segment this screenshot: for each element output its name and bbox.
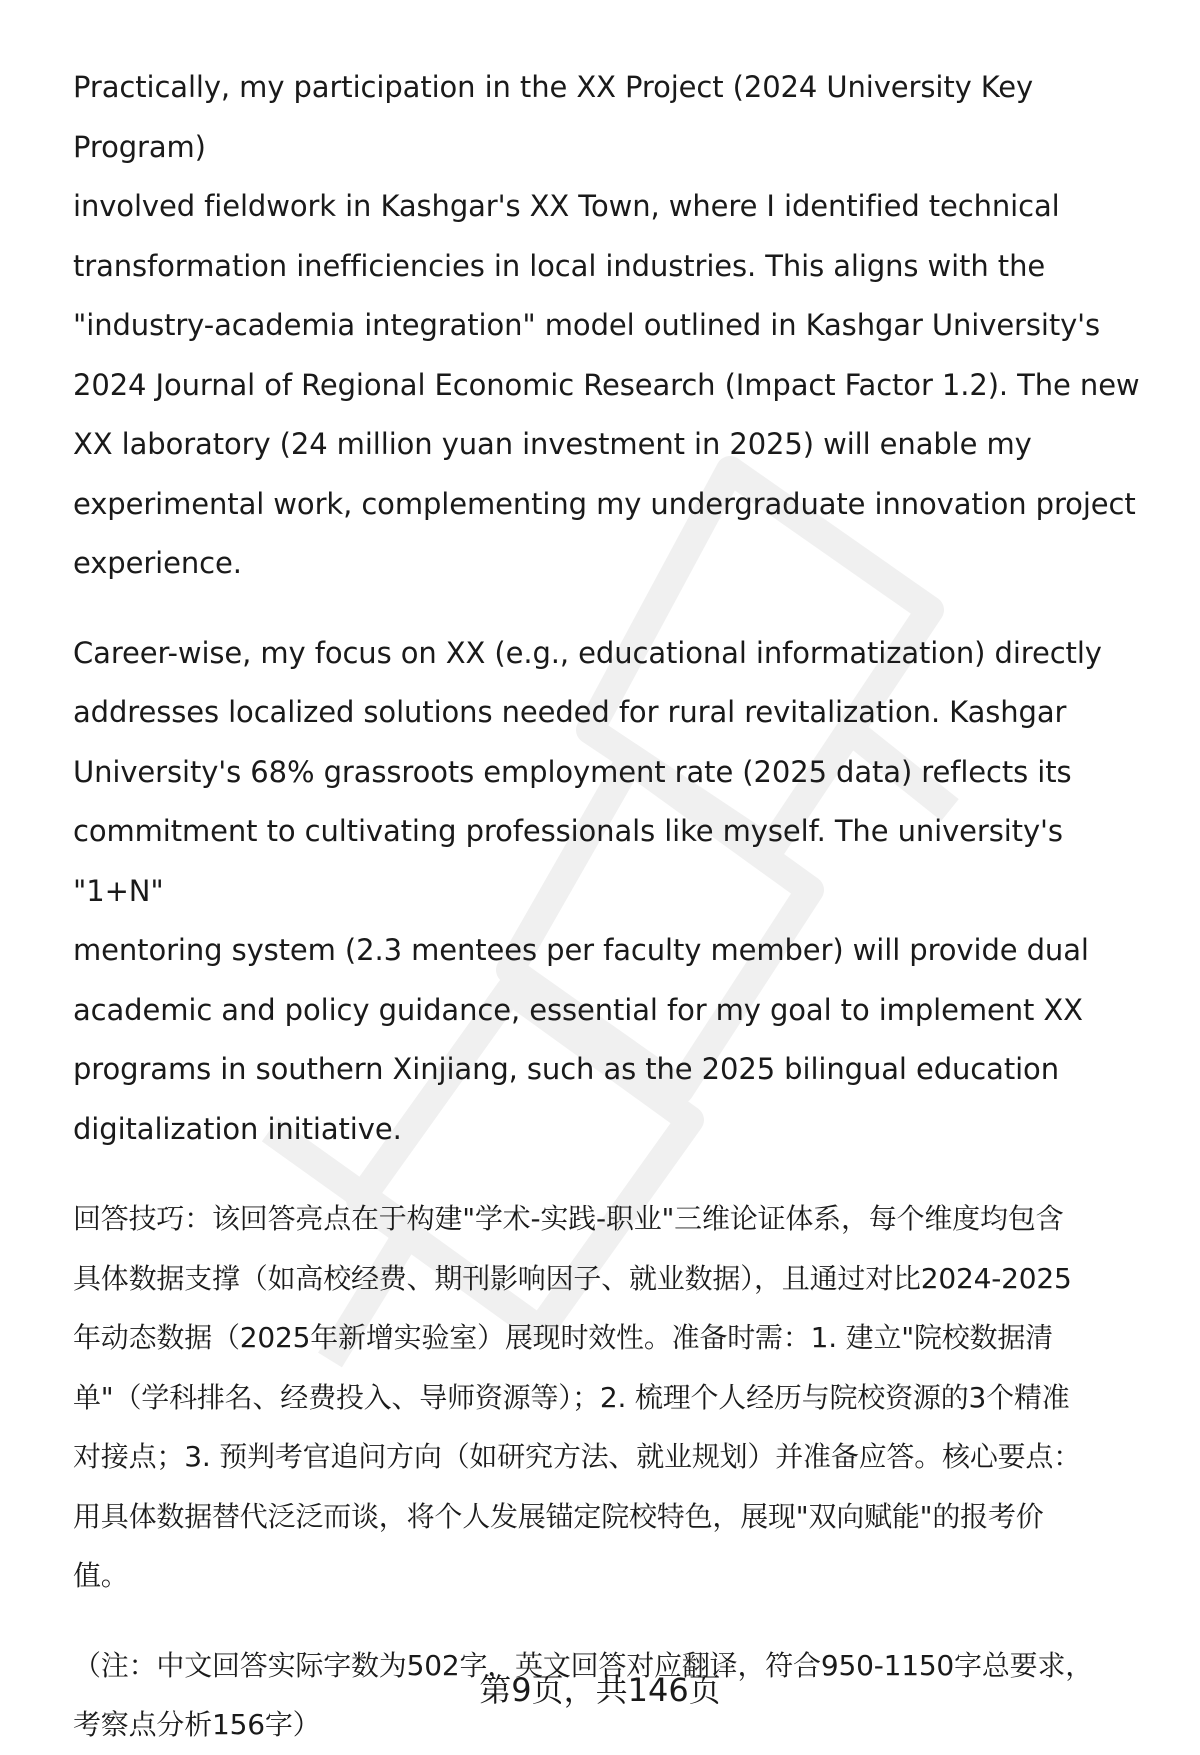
page-number: 第9页，共146页 — [479, 1671, 721, 1709]
paragraph-practical: Practically, my participation in the XX Project (2024 University Key Program) involved fieldwork in Kashgar's XX Town, where I identified technical transformation inefficiencies in local industries. This aligns with the "industry-academia integration" model outlined in Kashgar University's 2024 Journal of Regional Economic Research (Impact Factor 1.2). The new XX laboratory (24 million yuan investment in 2025) will enable my experimental work, complementing my undergraduate innovation project experience. — [73, 70, 1140, 580]
paragraph-answer-tips: 回答技巧：该回答亮点在于构建"学术-实践-职业"三维论证体系，每个维度均包含 具体数据支撑（如高校经费、期刊影响因子、就业数据），且通过对比2024-2025 年动态数据（2025年新增实验室）展现时效性。准备时需：1. 建立"院校数据清 单"（学科排名、经费投入、导师资源等）；2. 梳理个人经历与院校资源的3个精准 对接点；3. 预判考官追问方向（如研究方法、就业规划）并准备应答。核心要点： 用具体数据替代泛泛而谈，将个人发展锚定院校特色，展现"双向赋能"的报考价 值。 — [73, 1202, 1082, 1592]
paragraph-career: Career-wise, my focus on XX (e.g., educational informatization) directly addresses localized solutions needed for rural revitalization. Kashgar University's 68% grassroots employment rate (2025 data) reflects its commitment to cultivating professionals like myself. The university's "1+N" mentoring system (2.3 mentees per faculty member) will provide dual academic and policy guidance, essential for my goal to implement XX programs in southern Xinjiang, such as the 2025 bilingual education digitalization initiative. — [73, 635, 1102, 1146]
document-body — [73, 58, 1153, 1755]
paragraph-note: （注：中文回答实际字数为502字，英文回答对应翻译，符合950-1150字总要求， 考察点分析156字） — [73, 1648, 1094, 1741]
